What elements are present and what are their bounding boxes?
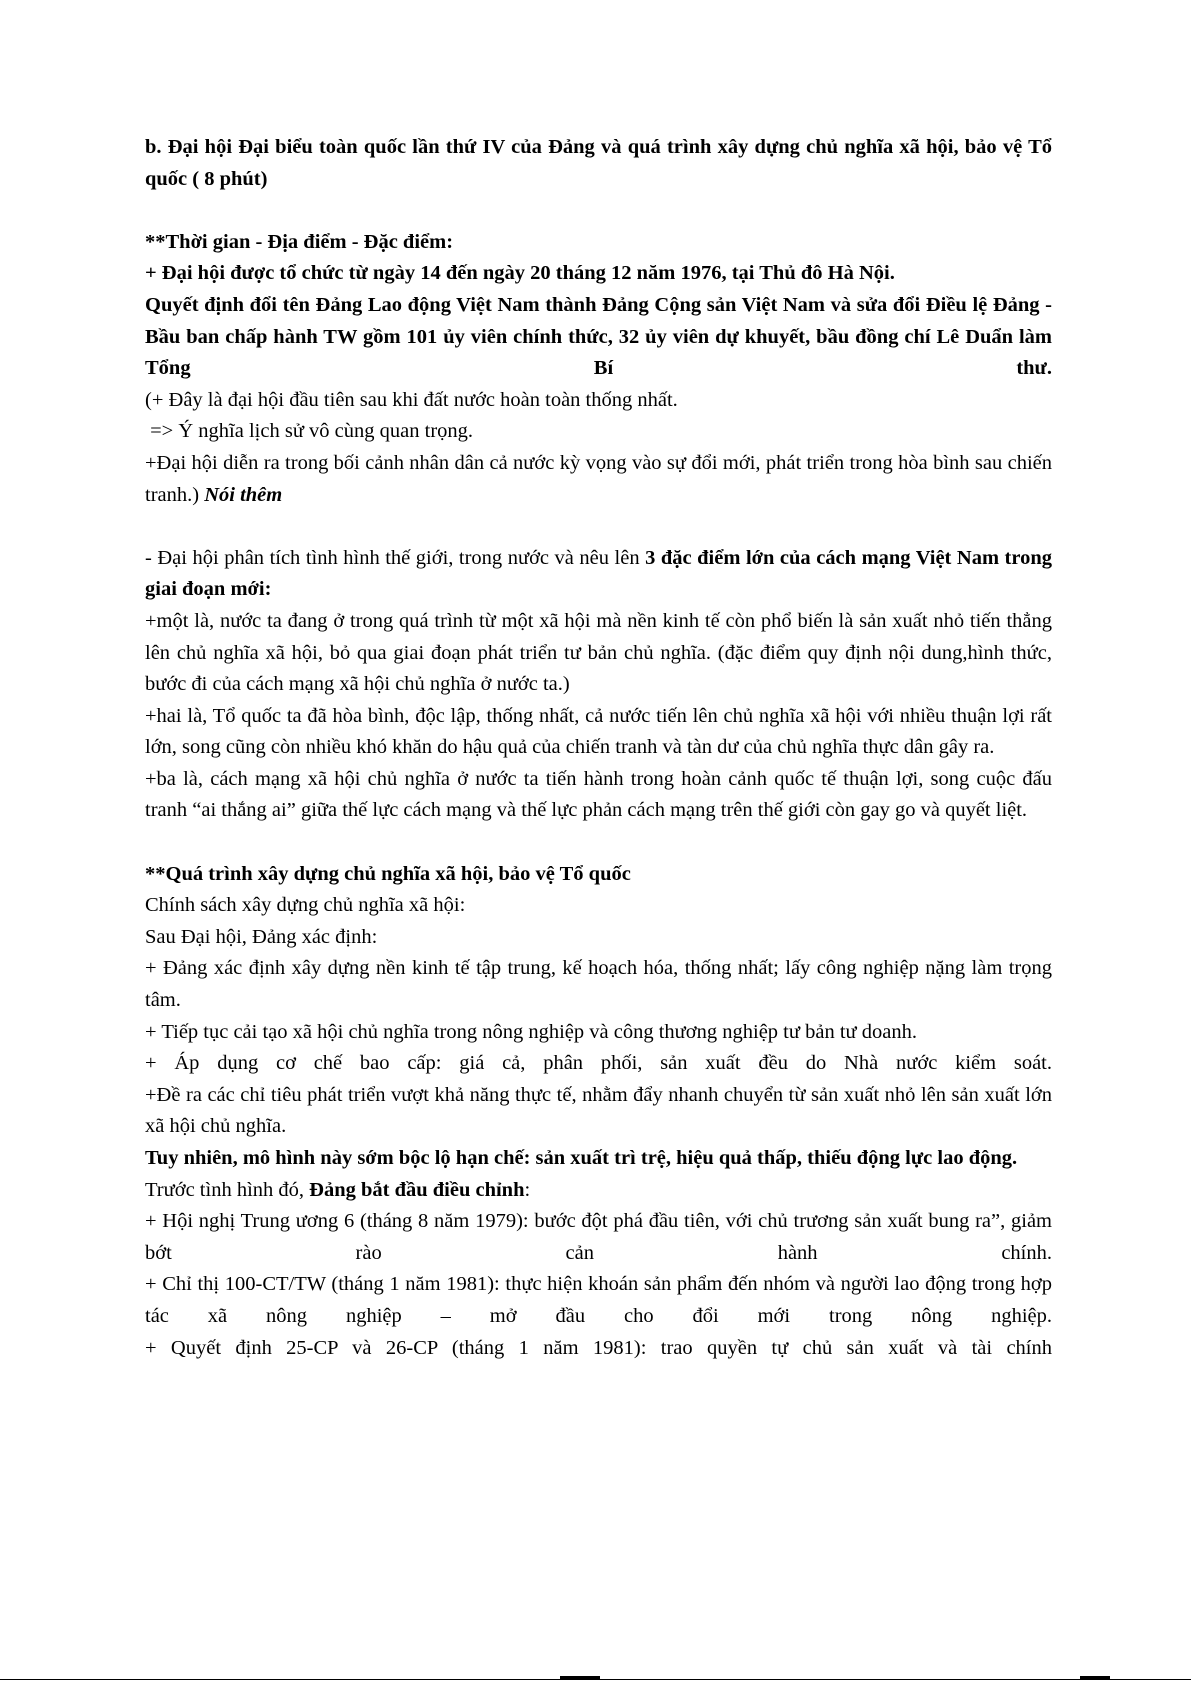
feature-item: +ba là, cách mạng xã hội chủ nghĩa ở nước ta tiến hành trong hoàn cảnh quốc tế thuận lợi, song cuộc đấu tranh “ai thắng ai” giữa thế lực cách mạng và thế lực phản cách mạng trên thế giới còn gay go và quyết liệt. [145, 767, 1052, 822]
note-extra-label: Nói thêm [204, 483, 283, 506]
adjust-intro-bold: Đảng bắt đầu điều chỉnh [309, 1178, 525, 1201]
page-bottom-mark [1080, 1676, 1110, 1679]
feature-item: +hai là, Tổ quốc ta đã hòa bình, độc lập, thống nhất, cả nước tiến lên chủ nghĩa xã hội với nhiều thuận lợi rất lớn, song cũng còn nhiều khó khăn do hậu quả của chiến tranh và tàn dư của chủ nghĩa thực dân gây ra. [145, 704, 1052, 759]
spacer [145, 827, 1052, 859]
process-item: + Tiếp tục cải tạo xã hội chủ nghĩa trong nông nghiệp và công thương nghiệp tư bản tư doanh. [145, 1020, 917, 1043]
note-historical-meaning: => Ý nghĩa lịch sử vô cùng quan trọng. [145, 420, 474, 443]
adjust-intro-text: Trước tình hình đó, [145, 1178, 310, 1201]
after-congress-label: Sau Đại hội, Đảng xác định: [145, 925, 378, 948]
time-place-heading: **Thời gian - Địa điểm - Đặc điểm: [145, 230, 454, 253]
process-item: +Đề ra các chỉ tiêu phát triển vượt khả năng thực tế, nhằm đẩy nhanh chuyển từ sản xuất nhỏ lên sản xuất lớn xã hội chủ nghĩa. [145, 1083, 1052, 1138]
adjust-item: + Hội nghị Trung ương 6 (tháng 8 năm 1979): bước đột phá đầu tiên, với chủ trương sản xuất bung ra”, giảm bớt rào cản hành chính. [145, 1210, 1052, 1264]
spacer [145, 511, 1052, 543]
adjust-intro-colon: : [524, 1178, 531, 1201]
features-intro-bold: 3 đặc điểm lớn của cách mạng Việt Nam trong giai đoạn mới: [145, 546, 1053, 601]
feature-item: +một là, nước ta đang ở trong quá trình từ một xã hội mà nền kinh tế còn phổ biến là sản xuất nhỏ tiến thẳng lên chủ nghĩa xã hội, bỏ qua giai đoạn phát triển tư bản chủ nghĩa. (đặc điểm quy định nội dung,hình thức, bước đi của cách mạng xã hội chủ nghĩa ở nước ta.) [145, 609, 1052, 696]
adjust-intro [145, 1175, 1052, 1207]
page-bottom-rule [0, 1679, 1191, 1680]
features-intro [145, 543, 1052, 606]
congress-dates-line: + Đại hội được tổ chức từ ngày 14 đến ngày 20 tháng 12 năm 1976, tại Thủ đô Hà Nội. [145, 262, 895, 285]
adjust-item: + Quyết định 25-CP và 26-CP (tháng 1 năm 1981): trao quyền tự chủ sản xuất và tài chính [145, 1336, 1052, 1359]
page-bottom-mark [560, 1676, 600, 1679]
section-b-heading: b. Đại hội Đại biểu toàn quốc lần thứ IV của Đảng và quá trình xây dựng chủ nghĩa xã hội, bảo vệ Tổ quốc ( 8 phút) [145, 136, 1052, 190]
process-item: + Đảng xác định xây dựng nền kinh tế tập trung, kế hoạch hóa, thống nhất; lấy công nghiệp nặng làm trọng tâm. [145, 957, 1052, 1012]
document-body [145, 132, 1052, 1364]
note-first-congress: (+ Đây là đại hội đầu tiên sau khi đất nước hoàn toàn thống nhất. [145, 388, 678, 411]
spacer [145, 195, 1052, 227]
adjust-item: + Chỉ thị 100-CT/TW (tháng 1 năm 1981): thực hiện khoán sản phẩm đến nhóm và người lao động trong hợp tác xã nông nghiệp – mở đầu cho đổi mới trong nông nghiệp. [145, 1273, 1052, 1327]
features-intro-text: - Đại hội phân tích tình hình thế giới, trong nước và nêu lên [145, 546, 646, 569]
limitation-paragraph: Tuy nhiên, mô hình này sớm bộc lộ hạn chế: sản xuất trì trệ, hiệu quả thấp, thiếu động lực lao động. [145, 1147, 1018, 1169]
congress-decisions-paragraph: Quyết định đổi tên Đảng Lao động Việt Nam thành Đảng Cộng sản Việt Nam và sửa đổi Điều lệ Đảng - Bầu ban chấp hành TW gồm 101 ủy viên chính thức, 32 ủy viên dự khuyết, bầu đồng chí Lê Duẩn làm Tổng Bí thư. [145, 293, 1052, 380]
policy-label: Chính sách xây dựng chủ nghĩa xã hội: [145, 894, 466, 917]
note-context-paragraph [145, 448, 1052, 511]
process-heading: **Quá trình xây dựng chủ nghĩa xã hội, bảo vệ Tổ quốc [145, 862, 631, 885]
note-context-text: +Đại hội diễn ra trong bối cảnh nhân dân cả nước kỳ vọng vào sự đổi mới, phát triển trong hòa bình sau chiến tranh.) [145, 451, 1052, 506]
process-item: + Áp dụng cơ chế bao cấp: giá cả, phân phối, sản xuất đều do Nhà nước kiểm soát. [145, 1052, 1052, 1075]
